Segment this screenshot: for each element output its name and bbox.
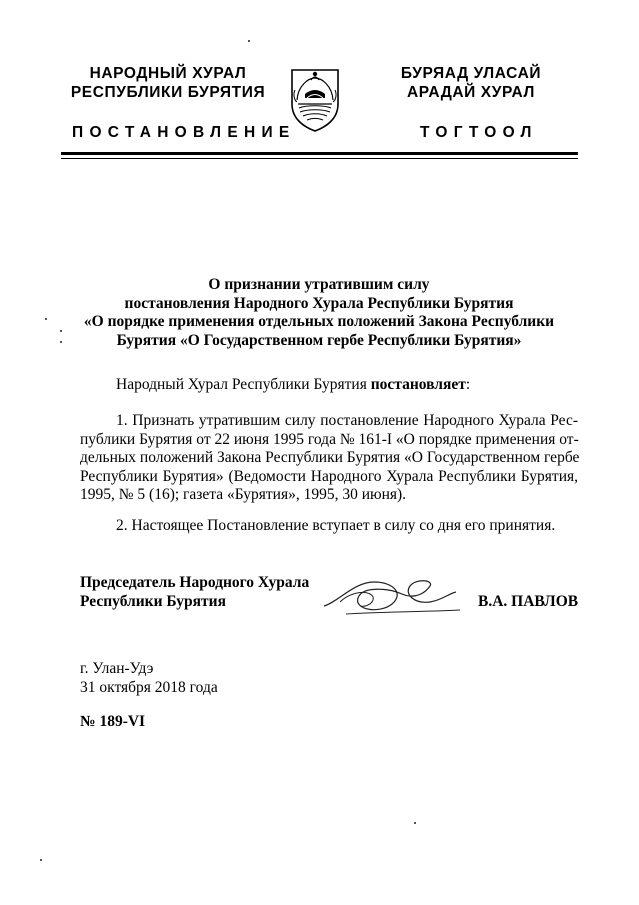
place-and-date [80,660,218,697]
intro-paragraph [116,376,470,395]
paragraph-1 [80,412,578,505]
city: г. Улан-Удэ [80,660,154,677]
paragraph-2: 2. Настоящее Постановление вступает в силу со дня его принятия. [116,517,556,534]
paragraph-1-line-5: 1995, № 5 (16); газета «Бурятия», 1995, 30 июня). [80,486,407,503]
issuer-line-1-bua: БУРЯАД УЛАСАЙ [400,65,542,82]
document-number: № 189-VI [80,713,146,730]
paragraph-1-line-1: 1. Признать утратившим силу постановление Народного Хурала Рес- [116,412,578,429]
header-rule-thick [61,152,578,155]
signatory-title-line-2: Республики Бурятия [80,592,226,610]
title-line-3: «О порядке применения отдельных положений Закона Республики [83,313,555,330]
paragraph-1-line-3: дельных положений Закона Республики Бурятия «О Государственном гербе [80,449,580,466]
scan-speck [248,40,250,42]
scan-speck [60,330,62,332]
intro-bold: постановляет [370,376,466,393]
paragraph-1-line-2: публики Бурятия от 22 июня 1995 года № 161-I «О порядке применения от- [80,430,579,448]
issuer-name-bua [386,64,556,102]
paragraph-1-line-4: Республики Бурятия» (Ведомости Народного Хурала Республики Бурятия, [80,467,578,485]
date: 31 октября 2018 года [80,678,218,696]
coat-of-arms-icon [290,64,340,132]
scan-speck [414,822,416,824]
signatory-name: В.А. ПАВЛОВ [478,593,579,610]
issuer-name-ru [60,64,276,102]
title-line-1: О признании утратившим силу [208,276,430,293]
issuer-line-2: РЕСПУБЛИКИ БУРЯТИЯ [70,84,266,101]
signatory-title-line-1: Председатель Народного Хурала [80,574,310,591]
header-rule-thin [61,158,578,159]
issuer-line-1: НАРОДНЫЙ ХУРАЛ [89,65,247,82]
issuer-line-2-bua: АРАДАЙ ХУРАЛ [406,84,536,101]
doc-type-bua: ТОГТООЛ [420,124,538,141]
doc-type-ru: ПОСТАНОВЛЕНИЕ [72,124,296,141]
intro-text: Народный Хурал Республики Бурятия [116,376,371,393]
handwritten-signature [318,572,468,620]
scan-speck [40,859,42,861]
intro-end: : [465,376,471,393]
scan-speck [45,318,47,320]
title-line-2: постановления Народного Хурала Республики Бурятия [124,294,514,312]
scan-speck [60,341,62,343]
signatory-title [80,574,309,611]
document-title [60,276,578,350]
title-line-4: Бурятия «О Государственном гербе Республики Бурятия» [116,331,522,349]
